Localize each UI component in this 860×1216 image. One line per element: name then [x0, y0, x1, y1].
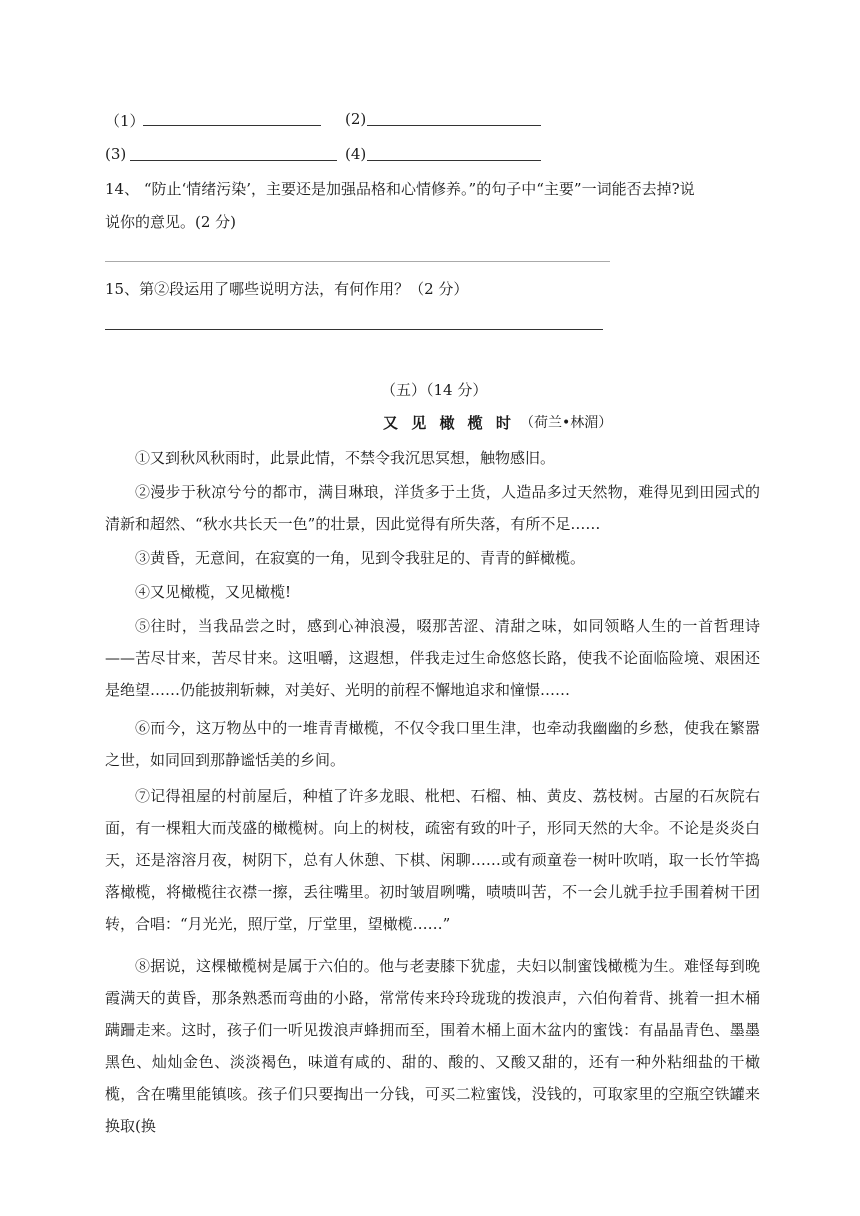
- article-author: （荷兰•林湄）: [520, 415, 613, 431]
- paragraph-1: ①又到秋风秋雨时，此景此情，不禁令我沉思冥想，触物感旧。: [135, 449, 556, 467]
- answer-label-2: (2): [345, 110, 367, 128]
- section-heading: （五）（14 分）: [381, 381, 488, 399]
- question-14-answer-line[interactable]: [105, 261, 610, 262]
- paragraph-4: ④又见橄榄，又见橄榄!: [135, 583, 292, 601]
- question-14-line1: 14、 “防止‘情绪污染’，主要还是加强品格和心情修养。”的句子中“主要”一词能否去掉?说: [105, 180, 695, 198]
- paragraph-8: ⑧据说，这棵橄榄树是属于六伯的。他与老妻膝下犹虚，夫妇以制蜜饯橄榄为生。难怪每到晚霞满天的黄昏，那条熟悉而弯曲的小路，常常传来玲玲珑珑的拨浪声，六伯佝着背、挑着一担木桶蹒跚走来。这时，孩子们一听见拨浪声蜂拥而至，围着木桶上面木盆内的蜜饯：有晶晶青色、墨墨黑色、灿灿金色、淡淡褐色，味道有咸的、甜的、酸的、又酸又甜的，还有一种外粘细盐的干橄榄，含在嘴里能镇咳。孩子们只要掏出一分钱，可买二粒蜜饯，没钱的，可取家里的空瓶空铁罐来换取(换: [105, 957, 760, 1135]
- answer-label-3: (3): [105, 145, 127, 163]
- answer-label-4: (4): [345, 145, 367, 163]
- question-15-answer-line[interactable]: [105, 329, 603, 330]
- answer-row-1: [105, 110, 145, 131]
- answer-label-1: （1）: [105, 112, 145, 130]
- paragraph-3: ③黄昏，无意间，在寂寞的一角，见到令我驻足的、青青的鲜橄榄。: [135, 549, 586, 567]
- article-title: 又 见 橄 榄 时: [383, 414, 515, 432]
- question-15: 15、第②段运用了哪些说明方法，有何作用？（2 分）: [105, 280, 469, 298]
- answer-blank-1[interactable]: [143, 125, 321, 126]
- paragraph-6: ⑥而今，这万物丛中的一堆青青橄榄，不仅令我口里生津，也牵动我幽幽的乡愁，使我在繁嚣之世，如同回到那静谧恬美的乡间。: [105, 719, 760, 769]
- answer-blank-4[interactable]: [367, 160, 541, 161]
- answer-blank-2[interactable]: [367, 125, 541, 126]
- paragraph-5: ⑤往时，当我品尝之时，感到心神浪漫，啜那苦涩、清甜之味，如同领略人生的一首哲理诗——苦尽甘来，苦尽甘来。这咀嚼，这遐想，伴我走过生命悠悠长路，使我不论面临险境、艰困还是绝望……仍能披荆斩棘，对美好、光明的前程不懈地追求和憧憬……: [105, 617, 760, 699]
- paragraph-2: ②漫步于秋凉兮兮的都市，满目琳琅，洋货多于土货，人造品多过天然物，难得见到田园式的清新和超然、“秋水共长天一色”的壮景，因此觉得有所失落，有所不足……: [105, 483, 760, 533]
- answer-blank-3[interactable]: [130, 160, 337, 161]
- question-14-line2: 说你的意见。(2 分): [105, 213, 237, 231]
- paragraph-7: ⑦记得祖屋的村前屋后，种植了许多龙眼、枇杷、石榴、柚、黄皮、荔枝树。古屋的石灰院右面，有一棵粗大而茂盛的橄榄树。向上的树枝，疏密有致的叶子，形同天然的大伞。不论是炎炎白天，还是溶溶月夜，树阴下，总有人休憩、下棋、闲聊……或有顽童卷一树叶吹哨，取一长竹竿捣落橄榄，将橄榄往衣襟一擦，丢往嘴里。初时皱眉咧嘴，啧啧叫苦，不一会儿就手拉手围着树干团转，合唱：“月光光，照厅堂，厅堂里，望橄榄……”: [105, 787, 760, 933]
